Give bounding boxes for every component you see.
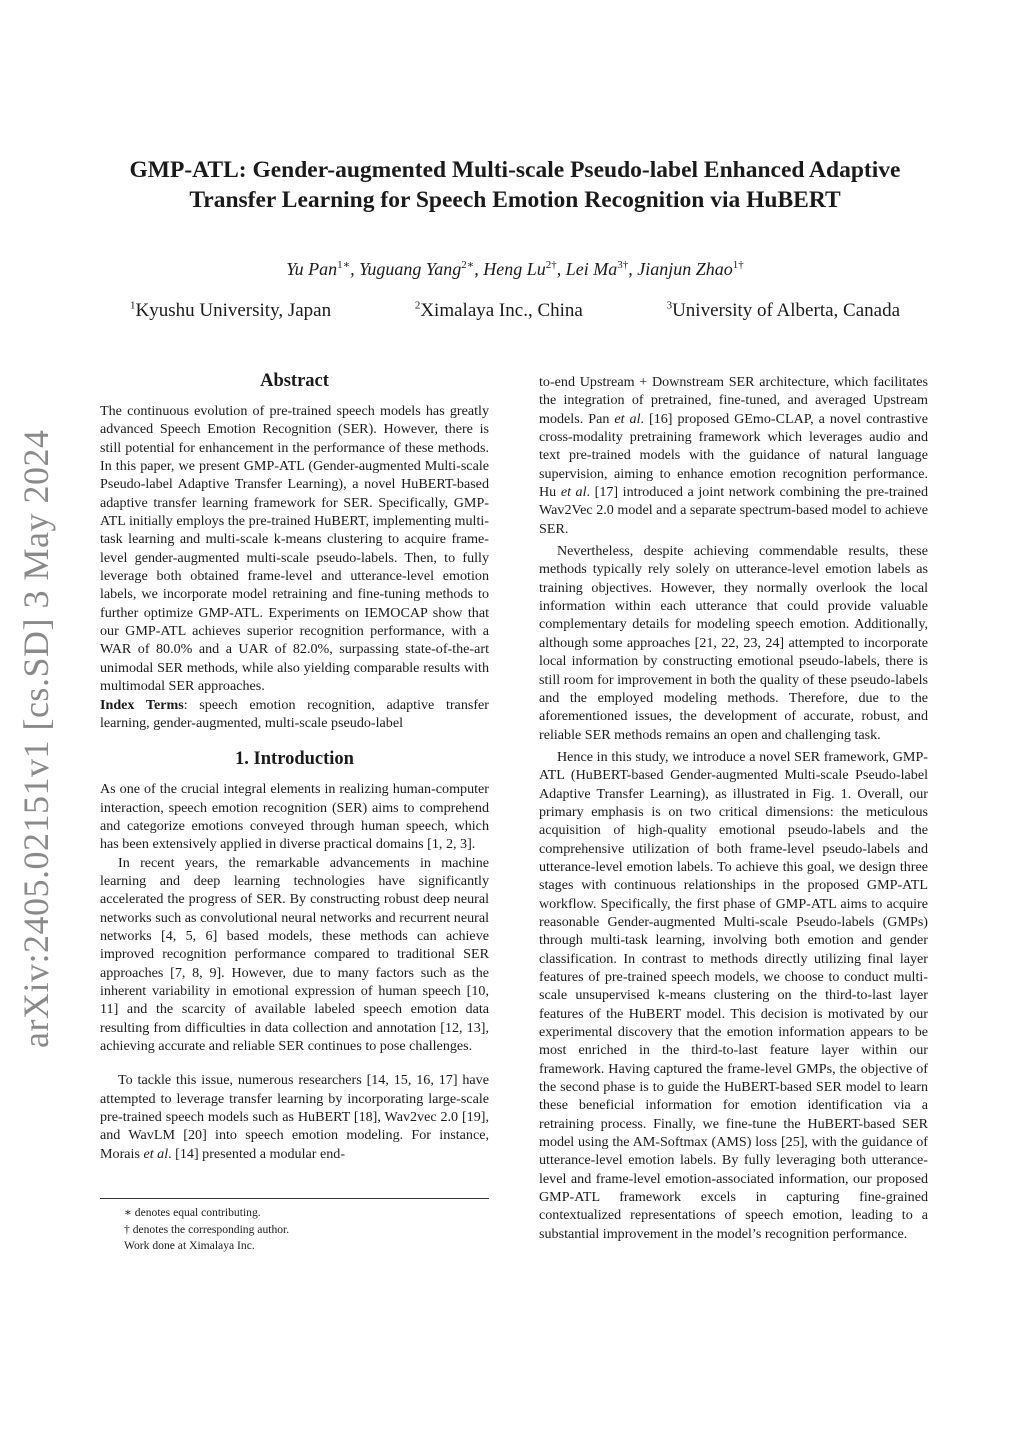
affiliation: $^1$Kyushu University, Japan [130, 299, 332, 321]
index-terms: Index Terms: speech emotion recognition, adaptive transfer learning, gender-augmented, multi-scale pseudo-label [100, 696, 489, 731]
intro-paragraph-5: Hence in this study, we introduce a novel SER framework, GMP-ATL (HuBERT-based Gender-augmented Multi-scale Pseudo-label Adaptive Transfer Learning), as illustrated in Fig. 1. Overall, our primary emphasis is on two critical dimensions: the meticulous acquisition of high-quality emotional pseudo-labels and the comprehensive utilization of both frame-level pseudo-labels and utterance-level emotion labels. To achieve this goal, we design three stages with continuous relationships in the proposed GMP-ATL workflow. Specifically, the first phase of GMP-ATL aims to acquire reasonable Gender-augmented Multi-scale Pseudo-labels (GMPs) through multi-task learning, involving both emotion and gender classification. In contrast to methods directly utilizing final layer features of pre-trained speech models, we choose to conduct multi-scale unsupervised k-means clustering on the third-to-last layer features of the HuBERT model. This decision is motivated by our experimental discovery that the emotion information appears to be most enriched in the third-to-last feature layer within our framework. Having captured the frame-level GMPs, the objective of the second phase is to guide the HuBERT-based SER model to learn these beneficial information for emotion identification via a retraining process. Finally, we fine-tune the HuBERT-based SER model using the AM-Softmax (AMS) loss [25], with the guidance of utterance-level emotion labels. By fully leveraging both utterance-level and frame-level emotion-associated information, our proposed GMP-ATL framework excels in capturing fine-grained contextualized representations of speech emotion, leading to a substantial improvement in the model’s recognition performance. [539, 748, 928, 1242]
intro-paragraph-2: In recent years, the remarkable advancements in machine learning and deep learning technologies have significantly accelerated the progress of SER. By constructing robust deep neural networks such as convolutional neural networks and recurrent neural networks [4, 5, 6] based models, these methods can achieve improved recognition performance compared to traditional SER approaches [7, 8, 9]. However, due to many factors such as the inherent variability in emotional expression of human speech [10, 11] and the scarcity of available labeled speech emotion data resulting from difficulties in data collection and annotation [12, 13], achieving accurate and reliable SER continues to pose challenges. [100, 854, 489, 1054]
affiliation: $^2$Ximalaya Inc., China [414, 299, 583, 321]
intro-paragraph-3: To tackle this issue, numerous researchers [14, 15, 16, 17] have attempted to leverage transfer learning by incorporating large-scale pre-trained speech models such as HuBERT [18], Wav2vec 2.0 [19], and WavLM [20] into speech emotion modeling. For instance, Morais et al. [14] presented a modular end- [100, 1072, 489, 1162]
intro-paragraph-3-continued: to-end Upstream + Downstream SER architecture, which facilitates the integration of pretrained, fine-tuned, and averaged Upstream models. Pan et al. [16] proposed GEmo-CLAP, a novel contrastive cross-modality pretraining framework which leverages audio and text pre-trained models with the guidance of natural language supervision, aiming to enhance emotion recognition performance. Hu et al. [17] introduced a joint network combining the pre-trained Wav2Vec 2.0 model and a separate spectrum-based model to achieve SER. [539, 374, 929, 537]
introduction-heading: 1. Introduction [235, 749, 354, 770]
footnote: † denotes the corresponding author. [124, 1222, 290, 1236]
arxiv-identifier: arXiv:2405.02151v1 [cs.SD] 3 May 2024 [16, 429, 56, 1048]
author: Yu Pan$^{1∗}$, [286, 259, 360, 279]
intro-paragraph-4: Nevertheless, despite achieving commendable results, these methods typically rely solely on utterance-level emotion labels as training objectives. However, they normally overlook the local information within each utterance that could provide valuable complementary details for modeling speech emotion. Additionally, although some approaches [21, 22, 23, 24] attempted to incorporate local information by constructing emotional pseudo-labels, there is still room for improvement in both the quality of these pseudo-labels and the employed modeling methods. Therefore, due to the aforementioned issues, the development of accurate, robust, and reliable SER methods remains an open and challenging task. [539, 543, 928, 743]
footnote: ∗ denotes equal contributing. [124, 1206, 261, 1219]
author: Jianjun Zhao$^{1\dagger}$ [637, 259, 744, 279]
footnotes [100, 1198, 489, 1255]
author: Yuguang Yang$^{2∗}$, [359, 259, 484, 279]
footnote: Work done at Ximalaya Inc. [124, 1239, 255, 1253]
right-column [539, 373, 928, 1243]
author-list [90, 257, 940, 281]
affiliation: $^3$University of Alberta, Canada [666, 299, 900, 321]
title-line-2: Transfer Learning for Speech Emotion Recognition via HuBERT [189, 187, 841, 213]
abstract-heading: Abstract [260, 371, 329, 391]
paper-title [90, 155, 940, 215]
affiliations [130, 298, 900, 324]
title-line-1: GMP-ATL: Gender-augmented Multi-scale Pseudo-label Enhanced Adaptive [129, 157, 901, 183]
intro-paragraph-1: As one of the crucial integral elements in realizing human-computer interaction, speech emotion recognition (SER) aims to comprehend and categorize emotions conveyed through human speech, which has been extensively applied in diverse practical domains [1, 2, 3]. [100, 781, 489, 853]
author: Heng $Lu^{2\dagger}$, [483, 259, 566, 279]
left-column [100, 370, 489, 1163]
author: Lei $Ma^{3\dagger}$, [565, 259, 638, 279]
abstract-text: The continuous evolution of pre-trained speech models has greatly advanced Speech Emotion Recognition (SER). However, there is still potential for enhancement in the performance of these methods. In this paper, we present GMP-ATL (Gender-augmented Multi-scale Pseudo-label Adaptive Transfer Learning), a novel HuBERT-based adaptive transfer learning framework for SER. Specifically, GMP-ATL initially employs the pre-trained HuBERT, implementing multi-task learning and multi-scale k-means clustering to acquire frame-level gender-augmented multi-scale pseudo-labels. Then, to fully leverage both obtained frame-level and utterance-level emotion labels, we incorporate model retraining and fine-tuning methods to further optimize GMP-ATL. Experiments on IEMOCAP show that our GMP-ATL achieves superior recognition performance, with a WAR of 80.0% and a UAR of 82.0%, surpassing state-of-the-art unimodal SER methods, while also yielding comparable results with multimodal SER approaches. [100, 403, 489, 695]
